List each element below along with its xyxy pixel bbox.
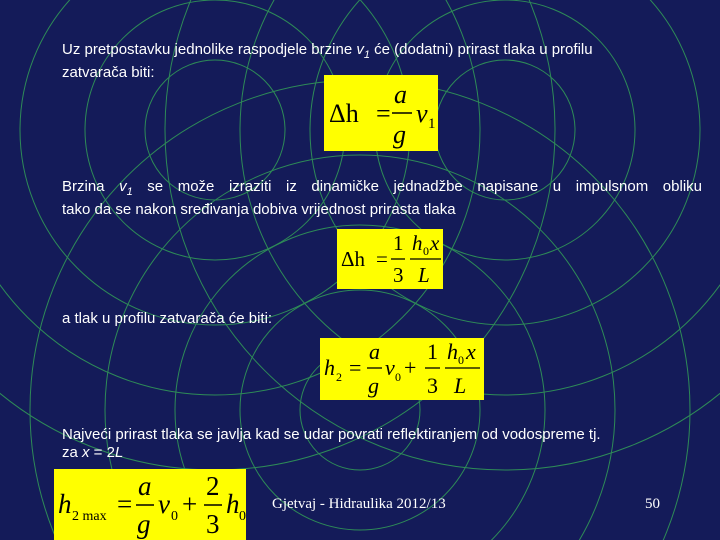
- var-v-sub: 1: [363, 49, 370, 61]
- page-number: 50: [645, 496, 660, 512]
- formula-3-equals: =: [349, 355, 362, 380]
- formula-1-box: [324, 75, 438, 151]
- formula-1-denominator: g: [393, 120, 406, 149]
- formula-4-three: 3: [206, 509, 220, 539]
- formula-2-L: L: [418, 263, 430, 287]
- paragraph-3-text: a tlak u profilu zatvarača će biti:: [62, 310, 273, 327]
- paragraph-2-line-2: tako da se nakon sređivanja dobiva vrijednost prirasta tlaka: [62, 201, 456, 218]
- paragraph-1-text-a: Uz pretpostavku jednolike raspodjele brzine: [62, 41, 357, 58]
- formula-3-v: v: [385, 355, 395, 380]
- formula-4-v: v: [158, 489, 170, 519]
- paragraph-2-text-a: Brzina: [62, 178, 120, 195]
- formula-3-h-sub: 2: [336, 370, 342, 384]
- formula-2-den-three: 3: [393, 263, 404, 287]
- formula-1: [324, 75, 438, 151]
- formula-3-x: x: [466, 339, 476, 364]
- formula-1-v: v: [416, 99, 428, 128]
- formula-3-L: L: [454, 373, 467, 398]
- paragraph-3: [62, 310, 272, 328]
- paragraph-4-prefix: za: [62, 444, 83, 461]
- paragraph-2: [62, 178, 702, 219]
- formula-1-v-sub: 1: [428, 116, 436, 132]
- formula-4-g: g: [137, 509, 151, 539]
- var-v-sub: 1: [126, 186, 133, 198]
- paragraph-2-text-b: se može izraziti iz dinamičke jednadžbe napisane u impulsnom obliku: [132, 178, 703, 195]
- formula-2-num-one: 1: [393, 231, 404, 255]
- var-x: x: [82, 444, 90, 461]
- var-v: v: [356, 41, 364, 58]
- formula-4-h0: h: [226, 489, 240, 519]
- paragraph-1-text-b: će (dodatni) prirast tlaka u profilu: [369, 41, 593, 58]
- formula-3-plus: +: [404, 355, 417, 380]
- paragraph-4-mid: = 2: [89, 444, 115, 461]
- formula-3-h0: h: [447, 339, 458, 364]
- formula-1-delta-h: Δh: [329, 99, 359, 128]
- formula-3-h: h: [324, 355, 335, 380]
- formula-3-box: [320, 338, 484, 400]
- var-L: L: [114, 444, 124, 461]
- formula-3-v-sub: 0: [395, 370, 401, 384]
- formula-2: [337, 229, 443, 289]
- formula-2-equals: =: [376, 247, 388, 271]
- formula-4-v-sub: 0: [171, 509, 178, 524]
- formula-2-box: [337, 229, 443, 289]
- formula-1-equals: =: [376, 99, 391, 128]
- formula-2-x: x: [430, 231, 440, 255]
- formula-3-g: g: [368, 373, 379, 398]
- formula-4-box: [54, 469, 246, 540]
- formula-1-numerator: a: [394, 80, 407, 109]
- formula-3-three: 3: [427, 373, 438, 398]
- formula-4-a: a: [138, 471, 152, 501]
- var-v: v: [119, 178, 127, 195]
- footer-title: Gjetvaj - Hidraulika 2012/13: [272, 496, 446, 512]
- formula-2-h-sub: 0: [423, 244, 429, 258]
- formula-2-delta-h: Δh: [341, 247, 366, 271]
- paragraph-1-line-2: zatvarača biti:: [62, 64, 155, 81]
- formula-3-h0-sub: 0: [458, 353, 464, 367]
- formula-4-h: h: [58, 489, 72, 519]
- formula-4-equals: =: [117, 489, 133, 519]
- formula-4-two: 2: [206, 471, 220, 501]
- formula-4-plus: +: [182, 489, 198, 519]
- paragraph-4: [62, 426, 601, 462]
- formula-4: [54, 469, 246, 540]
- formula-4-h0-sub: 0: [239, 509, 246, 524]
- formula-2-h: h: [412, 231, 423, 255]
- formula-3: [320, 338, 484, 400]
- formula-3-one: 1: [427, 339, 438, 364]
- paragraph-4-line-1: Najveći prirast tlaka se javlja kad se udar povrati reflektiranjem od vodospreme tj.: [62, 426, 601, 443]
- formula-4-h-sub: 2 max: [72, 509, 107, 524]
- formula-3-a: a: [369, 339, 380, 364]
